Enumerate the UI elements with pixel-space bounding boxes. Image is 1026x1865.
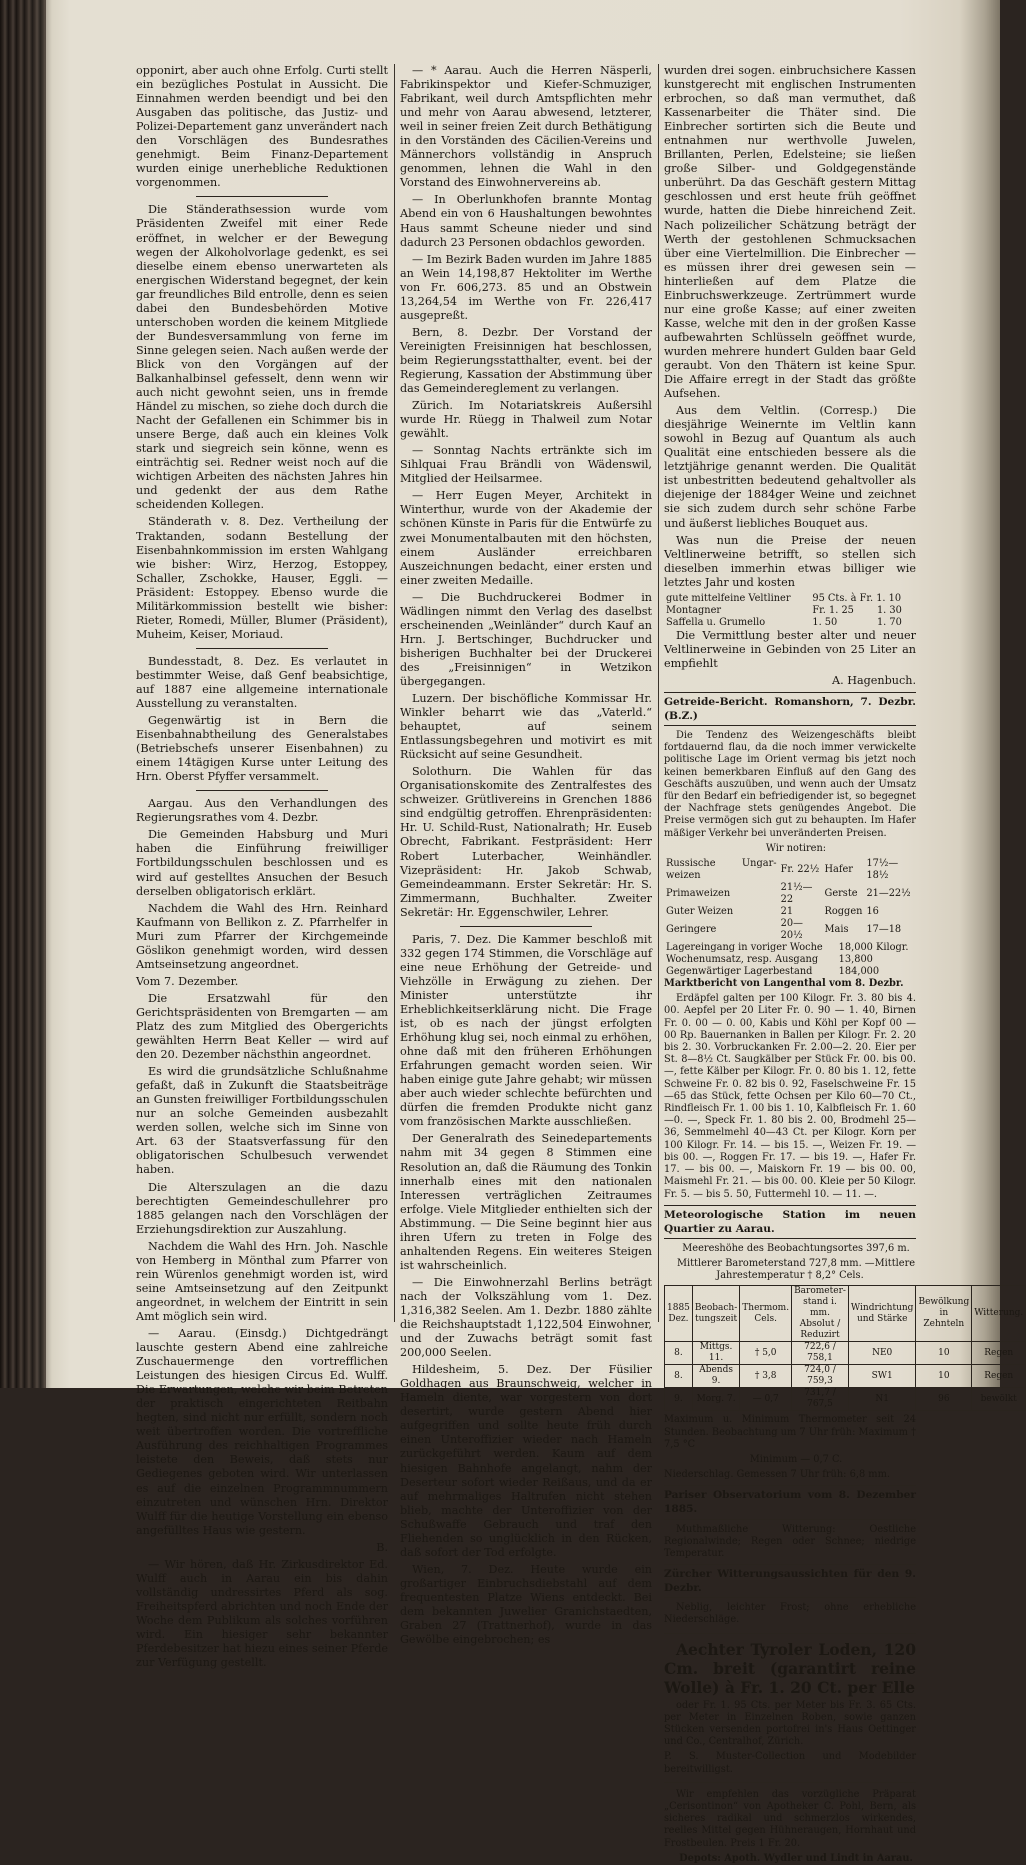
zuercher-text: Neblig, leichter Frost; ohne erhebliche Niederschläge.	[664, 1602, 916, 1626]
pariser-heading: Pariser Observatorium vom 8. Dezember 1885.	[664, 1485, 916, 1519]
article-paragraph: — Aarau. (Einsdg.) Dichtgedrängt lauschte gestern Abend eine zahlreiche Zuschauermenge den vortrefflichen Leistungen des hiesigen Circus Ed. Wulff. Die Erwartungen, welche wir beim Betreten der praktisch eingerichteten Reitbahn hegten, sind nicht nur erfüllt, sondern noch weit übertroffen worden. Die vortreffliche Ausführung des reichhaltigen Programmes leistete den Beweis, daß stets nur Gediegenes geboten wird. Wir unterlassen es auf die einzelnen Programmnummern einzutreten und wünschen Hrn. Direktor Wulff für die heutige Vorstellung ein ebenso angefülltes Haus wie gestern.	[136, 1326, 388, 1537]
column-1	[136, 64, 388, 1670]
article-paragraph: — In Oberlunkhofen brannte Montag Abend ein von 6 Haushaltungen bewohntes Haus sammt Scheune nieder und sind dadurch 23 Personen obdachlos geworden.	[400, 193, 652, 249]
table-cell: Geringere	[666, 924, 717, 936]
table-cell: 9.	[665, 1388, 693, 1411]
table-row	[665, 1365, 1026, 1388]
article-paragraph: — * Aarau. Auch die Herren Näsperli, Fabrikinspektor und Kiefer-Schmuziger, Fabrikant, weil durch Amtspflichten mehr und mehr von Aarau abwesend, letzterer, weil in seiner freien Zeit durch Bethätigung in den Vorständen des Cäcilien-Vereins und Männerchors vollständig in Anspruch genommen, lehnen die Wahl in den Vorstand des Einwohnervereins ab.	[400, 64, 652, 190]
table-cell: 16	[866, 906, 879, 918]
table-cell: 722,6 / 758,1	[792, 1342, 849, 1365]
langenthal-heading: Marktbericht von Langenthal vom 8. Dezbr.	[664, 978, 904, 990]
table-cell: 21—22½	[866, 888, 911, 900]
table-cell: Hafer	[824, 864, 853, 876]
table-cell: Montagner	[666, 604, 722, 616]
table-cell: Fr. 22½	[780, 864, 820, 876]
table-cell: † 3,8	[740, 1365, 792, 1388]
table-cell: Abends 9.	[692, 1365, 739, 1388]
table-cell: SW1	[848, 1365, 916, 1388]
table-cell: Fr. 1. 25	[812, 604, 854, 616]
table-cell: Morg. 7.	[692, 1388, 739, 1411]
table-cell: 8.	[665, 1365, 693, 1388]
article-paragraph: — Wir hören, daß Hr. Zirkusdirektor Ed. Wulff auch in Aarau ein bis dahin vollständig undressirtes Pferd als sog. Freiheitspferd abrichten und noch Ende der Woche dem Publikum als solches vorführen wird. Ein hiesiger sehr bekannter Pferdebesitzer hat hiezu eines seiner Pferde zur Verfügung gestellt.	[136, 1557, 388, 1670]
article-paragraph: wurden drei sogen. einbruchsichere Kassen kunstgerecht mit englischen Instrumenten erbrochen, so daß man vermuthet, daß Kassenarbeiter die Thäter sind. Die Einbrecher sortirten sich die Beute und entnahmen nur werthvolle Juwelen, Brillanten, Perlen, Edelsteine; sie ließen große Silber- und Goldgegenstände unberührt. Da das Geschäft gestern Mittag geschlossen und erst heute früh geöffnet wurde, hatten die Diebe hinreichend Zeit. Nach polizeilicher Schätzung beträgt der Werth der gestohlenen Schmucksachen über eine Viertelmillion. Die Einbrecher — es müssen ihrer drei gewesen sein — hinterließen auf dem Platze die Einbruchswerkzeuge. Zertrümmert wurde nur eine große Kasse; auf einer zweiten Kasse, welche mit den in der großen Kasse aufbewahrten Schlüsseln geöffnet wurde, wurden mehrere hundert Gulden baar Geld geraubt. Von den Thätern ist keine Spur. Die Affaire erregt in der Stadt das größte Aufsehen.	[664, 64, 916, 401]
table-cell: 18,000 Kilogr.	[838, 942, 909, 954]
article-paragraph: Die Vermittlung bester alter und neuer Veltlinerweine in Gebinden von 25 Liter an empfiehlt	[664, 628, 916, 670]
table-row	[665, 1388, 1026, 1411]
table-cell: 17½—18½	[866, 858, 899, 882]
article-paragraph: Die Gemeinden Habsburg und Muri haben die Einführung freiwilliger Fortbildungsschulen beschlossen und es wird auf gestelltes Ansuchen der Besuch derselben obligatorisch erklärt.	[136, 828, 388, 898]
table-cell: Guter Weizen	[666, 906, 734, 918]
separator	[196, 648, 328, 649]
table-row	[664, 954, 916, 966]
table-cell: Regen	[972, 1342, 1026, 1365]
langenthal-text: Erdäpfel galten per 100 Kilogr. Fr. 3. 80 bis 4. 00. Aepfel per 20 Liter Fr. 0. 90 — 1. 40, Birnen Fr. 0. 00 — 0. 00, Kabis und Köhl per Kopf 00 — 00 Rp. Bauernanken in Ballen per Kilogr. Fr. 2. 20 bis 2. 30. Vorbruckanken Fr. 2.00—2. 20. Eier per St. 8—8½ Ct. Saugkälber per Stück Fr. 00. bis 00. —, fette Kälber per Kilogr. Fr. 0. 80 bis 1. 12, fette Schweine Fr. 0. 82 bis 0. 92, Faselschweine Fr. 15—65 das Stück, fette Ochsen per Kilo 60—70 Ct., Rindfleisch Fr. 1. 00 bis 1. 10, Kalbfleisch Fr. 1. 60—0. —, Speck Fr. 1. 80 bis 2. 00, Brodmehl 25—36, Semmelmehl 40—43 Ct. per Kilogr. Korn per 100 Kilogr. Fr. 14. — bis 15. —, Weizen Fr. 19. — bis 00. —, Roggen Fr. 17. — bis 19. —, Hafer Fr. 17. — bis 00. —, Maiskorn Fr. 19 — bis 00. 00, Maismehl Fr. 21. — bis 00. 00. Kleie per 50 Kilogr. Fr. 5. — bis 5. 50, Futtermehl 10. — 11. —.	[664, 993, 916, 1200]
table-cell: Lagereingang in voriger Woche	[666, 942, 823, 954]
table-cell: gute mittelfeine Veltliner	[666, 592, 791, 604]
wine-price-table	[664, 593, 916, 629]
table-cell: Wochenumsatz, resp. Ausgang	[666, 954, 819, 966]
table-cell: bewölkt	[972, 1388, 1026, 1411]
table-cell: 21	[780, 906, 794, 918]
table-cell: 20—20½	[780, 918, 803, 942]
column-header: Beobach-tungszeit	[692, 1286, 739, 1342]
article-paragraph: Die Ersatzwahl für den Gerichtspräsidenten von Bremgarten — am Platz des zum Mitglied des Obergerichts gewählten Herrn Beat Keller — wird auf den 20. Dezember nächsthin angeordnet.	[136, 991, 388, 1062]
meteo-footer: Maximum u. Minimum Thermometer seit 24 Stunden. Beobachtung um 7 Uhr früh: Maximum † 7,5 °C	[664, 1414, 916, 1450]
table-row	[664, 858, 916, 882]
table-cell: Regen	[972, 1365, 1026, 1388]
article-paragraph: Aus dem Veltlin. (Corresp.) Die diesjährige Weinernte im Veltlin kann sowohl in Bezug auf Quantum als auch Qualität eine entschieden bessere als die letztjährige genannt werden. Die Qualität ist unbestritten bedeutend gehaltvoller als diejenige der 1884ger Weine und zeichnet sie sich zudem durch sehr schöne Farbe und äußerst liebliches Bouquet aus.	[664, 404, 916, 530]
column-header: 1885 Dez.	[665, 1286, 693, 1342]
table-row	[664, 593, 916, 605]
column-rule	[658, 64, 659, 1322]
column-3	[664, 64, 1024, 1864]
article-paragraph: — Die Einwohnerzahl Berlins beträgt nach der Volkszählung vom 1. Dez. 1,316,382 Seelen. Am 1. Dezbr. 1880 zählte die Reichshauptstadt 1,122,504 Einwohner, und der Zuwachs beträgt somit fast 200,000 Seelen.	[400, 1275, 652, 1360]
article-paragraph: Bundesstadt, 8. Dez. Es verlautet in bestimmter Weise, daß Genf beabsichtige, auf 1887 eine allgemeine internationale Ausstellung zu veranstalten.	[136, 654, 388, 711]
table-row	[664, 966, 916, 978]
column-2	[400, 64, 652, 1647]
table-cell: 13,800	[838, 954, 873, 966]
article-paragraph: Solothurn. Die Wahlen für das Organisationskomite des Zentralfestes des schweizer. Grütlivereins in Grenchen 1886 sind endgültig getroffen. Ehrenpräsidenten: Hr. U. Schild-Rust, Nationalrath; Hr. Euseb Obrecht, Fabrikant. Festpräsident: Herr Robert Luterbacher, Weinhändler. Vizepräsident: Hr. Jakob Schwab, Gemeindeammann. Erster Sekretär: Hr. S. Zimmermann, Buchhalter. Zweiter Sekretär: Hr. Eggenschwiler, Lehrer.	[400, 765, 652, 919]
article-paragraph: Der Generalrath des Seinedepartements nahm mit 34 gegen 8 Stimmen eine Resolution an, daß die Räumung des Tonkin innerhalb eines mit den nationalen Interessen verträglichen Zeitraumes erfolge. Viele Mitglieder enthielten sich der Abstimmung. — Die Seine beginnt hier aus ihren Ufern zu treten in Folge des anhaltenden Regens. Ein weiteres Steigen ist wahrscheinlich.	[400, 1132, 652, 1272]
table-cell: 17—18	[866, 924, 902, 936]
getreide-heading: Getreide-Bericht. Romanshorn, 7. Dezbr. (B.Z.)	[664, 692, 916, 726]
table-cell: — 0,7	[740, 1388, 792, 1411]
article-paragraph: Nachdem die Wahl des Hrn. Reinhard Kaufmann von Bellikon z. Z. Pfarrhelfer in Muri zum Pfarrer der Kirchgemeinde Göslikon genehmigt worden, wird dessen Amtseinsetzung angeordnet.	[136, 901, 388, 971]
article-paragraph: — Herr Eugen Meyer, Architekt in Winterthur, wurde von der Akademie der schönen Künste in Paris für die Entwürfe zu zwei Monumentalbauten mit den höchsten, einem Ausländer erreichbaren Auszeichnungen bedacht, einer ersten und einer zweiten Medaille.	[400, 489, 652, 587]
table-cell: 95 Cts. à Fr. 1. 10	[812, 592, 902, 604]
book-spine	[0, 0, 46, 1388]
grain-price-table	[664, 858, 916, 942]
article-paragraph: Paris, 7. Dez. Die Kammer beschloß mit 332 gegen 174 Stimmen, die Vorschläge auf eine neue Erhöhung der Getreide- und Viehzölle in Erwägung zu ziehen. Der Minister unterstützte ihr Erheblichkeitserklärung nicht. Die Frage ist, ob es nach der jüngst erfolgten Erhöhung klug sei, noch einmal zu erhöhen, ohne daß mit den früheren Erhöhungen Erfahrungen gemacht worden seien. Wir haben einige gute Jahre gehabt; wir müssen aber auch wieder schlechte befürchten und dürfen die fremden Produkte nicht ganz vom französischen Markte ausschließen.	[400, 932, 652, 1129]
article-paragraph: — Die Buchdruckerei Bodmer in Wädlingen nimmt den Verlag des daselbst erscheinenden „Weinländer“ durch Kauf an Hrn. J. Bertschinger, Buchdrucker und bisherigen Buchhalter bei der Druckerei des „Freisinnigen“ in Wetzikon übergegangen.	[400, 590, 652, 688]
article-paragraph: Luzern. Der bischöfliche Kommissar Hr. Winkler beharrt wie das „Vaterld.“ behauptet, auf seinem Entlassungsbegehren und motivirt es mit Rücksicht auf seine Gesundheit.	[400, 692, 652, 762]
table-cell: Mais	[824, 924, 849, 936]
table-row	[664, 942, 916, 954]
column-header: Windrichtung und Stärke	[848, 1286, 916, 1342]
table-header-row	[665, 1286, 1026, 1342]
table-cell: 1. 50	[812, 616, 838, 628]
separator	[664, 1633, 916, 1634]
column-header: Barometer-stand i. mm. Absolut / Reduzirt	[792, 1286, 849, 1342]
column-header: Thermom. Cels.	[740, 1286, 792, 1342]
lager-table	[664, 942, 916, 978]
table-cell: 1. 70	[876, 616, 902, 628]
signature: A. Hagenbuch.	[832, 673, 916, 687]
separator	[196, 196, 328, 197]
separator	[196, 790, 328, 791]
table-row	[665, 1342, 1026, 1365]
signature: B.	[376, 1540, 388, 1554]
table-cell: 21½—22	[780, 882, 813, 906]
table-cell: Primaweizen	[666, 888, 731, 900]
article-paragraph: Die Alterszulagen an die dazu berechtigten Gemeindeschullehrer pro 1885 gelangen nach den Vorschlägen der Erziehungsdirektion zur Auszahlung.	[136, 1180, 388, 1236]
article-paragraph: Hildesheim, 5. Dez. Der Füsilier Goldhagen aus Braunschweig, welcher in Hameln diente, war vorgestern von dort desertirt, wurde gestern Abend hier aufgegriffen und sollte heute früh durch einen Unteroffizier wieder nach Hameln zurückgeführt werden. Kaum auf dem hiesigen Bahnhofe angelangt, nahm der Deserteur sofort wieder Reißaus, und da er auf mehrmaliges Haltrufen nicht stehen blieb, machte der Unteroffizier von der Schußwaffe Gebrauch und traf den Fliehenden so unglücklich in den Rücken, daß sofort der Tod erfolgte.	[400, 1363, 652, 1559]
meteo-line: Mittlerer Barometerstand 727,8 mm. —Mittlere Jahrestemperatur † 8,2° Cels.	[676, 1258, 916, 1282]
table-cell: Saffella u. Grumello	[666, 616, 766, 628]
table-cell: Russische Ungar-weizen	[666, 858, 777, 882]
ad-tyroler-ps: P. S. Muster-Collection und Modebilder bereitwilligst.	[664, 1751, 916, 1775]
meteo-footer: Minimum — 0,7 C.	[749, 1454, 843, 1466]
separator	[664, 1782, 916, 1783]
table-row	[664, 918, 916, 942]
table-row	[664, 882, 916, 906]
article-paragraph: Gegenwärtig ist in Bern die Eisenbahnabtheilung des Generalstabes (Betriebschefs unserer Eisenbahnen) zu einem 14tägigen Kurse unter Leitung des Hrn. Oberst Pfyffer versammelt.	[136, 714, 388, 784]
ad-pohl-depot: Depots: Apoth. Wydler und Lindt in Aarau.	[679, 1852, 913, 1864]
ad-tyroler-headline: Aechter Tyroler Loden, 120 Cm. breit (garantirt reine Wolle) à Fr. 1. 20 Ct. per Elle	[664, 1639, 916, 1697]
table-cell: 8.	[665, 1342, 693, 1365]
table-cell: NE0	[848, 1342, 916, 1365]
article-paragraph: Es wird die grundsätzliche Schlußnahme gefaßt, daß in Zukunft die Staatsbeiträge an Gunsten freiwilliger Fortbildungsschulen nur an solche Gemeinden ausbezahlt werden sollen, welche sich im Sinne von Art. 63 der Staatsverfassung für den obligatorischen Schulbesuch verwendet haben.	[136, 1065, 388, 1177]
meteo-line: Meereshöhe des Beobachtungsortes 397,6 m.	[682, 1242, 910, 1254]
table-row	[664, 605, 916, 617]
meteo-footer: Niederschlag. Gemessen 7 Uhr früh: 6,8 mm.	[664, 1469, 890, 1481]
table-cell: 184,000	[838, 966, 880, 978]
article-paragraph: Bern, 8. Dezbr. Der Vorstand der Vereinigten Freisinnigen hat beschlossen, beim Regierungsstatthalter, event. bei der Regierung, Kassation der Abstimmung über das Gemeindereglement zu verlangen.	[400, 325, 652, 396]
table-cell: 1. 30	[876, 604, 902, 616]
article-paragraph: opponirt, aber auch ohne Erfolg. Curti stellt ein bezügliches Postulat in Aussicht. Die Einnahmen werden beendigt und bei den Ausgaben das politische, das Justiz- und Polizei-Departement ganz unverändert nach den Vorschlägen des Bundesrathes genehmigt. Beim Finanz-Departement wurden einige unerhebliche Reduktionen vorgenommen.	[136, 64, 388, 190]
column-header: Bewölkung in Zehnteln	[916, 1286, 972, 1342]
getreide-note: Wir notiren:	[765, 842, 827, 854]
article-paragraph: — Im Bezirk Baden wurden im Jahre 1885 an Wein 14,198,87 Hektoliter im Werthe von Fr. 606,273. 85 und an Obstwein 13,264,54 im Werthe von Fr. 226,417 ausgepreßt.	[400, 252, 652, 322]
table-cell: † 5,0	[740, 1342, 792, 1365]
article-paragraph: Zürich. Im Notariatskreis Außersihl wurde Hr. Rüegg in Thalweil zum Notar gewählt.	[400, 399, 652, 441]
table-cell: Mittgs. 11.	[692, 1342, 739, 1365]
article-paragraph: — Sonntag Nachts ertränkte sich im Sihlquai Frau Brändli von Wädenswil, Mitglied der Heilsarmee.	[400, 444, 652, 486]
article-heading: Aargau. Aus den Verhandlungen des Regierungsrathes vom 4. Dezbr.	[136, 797, 388, 825]
table-row	[664, 617, 916, 629]
separator	[460, 926, 592, 927]
getreide-text: Die Tendenz des Weizengeschäfts bleibt fortdauernd flau, da die noch immer verwickelte politische Lage im Orient vermag bis jetzt noch keinen bemerkbaren Einfluß auf den Gang des Geschäfts auszuüben, und wenn auch der Umsatz für den Bedarf ein befriedigender ist, so begegnet der Nachfrage stets genügendes Angebot. Die Preise vermögen sich gut zu behaupten. Im Hafer mäßiger Verkehr bei unveränderten Preisen.	[664, 730, 916, 839]
table-cell: 731,7 / 767,5	[792, 1388, 849, 1411]
table-row	[664, 906, 916, 918]
ad-tyroler-text: oder Fr. 1. 95 Cts. per Meter bis Fr. 3. 65 Cts. per Meter in Einzelnen Roben, sowie ganzen Stücken versenden portofrei in's Haus Oettinger und Co., Centralhof, Zürich.	[664, 1699, 916, 1748]
table-cell: 724,0 / 759,3	[792, 1365, 849, 1388]
table-cell: Gerste	[824, 888, 858, 900]
column-rule	[394, 64, 395, 1322]
table-cell: N1	[848, 1388, 916, 1411]
article-paragraph: Ständerath v. 8. Dez. Vertheilung der Traktanden, sodann Bestellung der Eisenbahnkommission im ersten Wahlgang wie bisher: Wirz, Herzog, Estoppey, Schaller, Zschokke, Hauser, Eggli. — Präsident: Estoppey. Ebenso wurde die Militärkommission bestellt wie bisher: Rieter, Romedi, Müller, Blumer (Präsident), Muheim, Keiser, Moriaud.	[136, 515, 388, 641]
column-header: Witterung.	[972, 1286, 1026, 1342]
article-paragraph: Was nun die Preise der neuen Veltlinerweine betrifft, so stellen sich dieselben immerhin etwas billiger wie letztes Jahr und kosten	[664, 533, 916, 589]
pariser-text: Muthmaßliche Witterung: Oestliche Regionalwinde; Regen oder Schnee; niedrige Temperatur.	[664, 1523, 916, 1559]
meteo-table	[664, 1285, 1026, 1411]
table-cell: 10	[916, 1365, 972, 1388]
table-cell: 96	[916, 1388, 972, 1411]
table-cell: Gegenwärtiger Lagerbestand	[666, 966, 813, 978]
ad-pohl-text: Wir empfehlen das vorzügliche Präparat „Cerisontinon“ von Apotheker C. Pohl, Bern, als sicheres radikal und schmerzlos wirkendes, reelles Mittel gegen Hühneraugen, Hornhaut und Frostbeulen. Preis 1 Fr. 20.	[664, 1788, 916, 1849]
article-paragraph: Nachdem die Wahl des Hrn. Joh. Naschle von Hemberg in Mönthal zum Pfarrer von rein Würenlos genehmigt worden ist, wird seine Amtseinsetzung auf den Zeitpunkt angeordnet, in welchem der Eintritt in sein Amt möglich sein wird.	[136, 1239, 388, 1323]
zuercher-heading: Zürcher Witterungsaussichten für den 9. Dezbr.	[664, 1564, 916, 1598]
article-paragraph: Wien, 7. Dez. Heute wurde ein großartiger Einbruchsdiebstahl auf dem frequentesten Platze Wiens entdeckt. Bei dem bekannten Juwelier Granichstaedten, Graben 27 (Trattnerhof), wurde in das Gewölbe eingebrochen; es	[400, 1562, 652, 1647]
meteo-heading: Meteorologische Station im neuen Quartier zu Aarau.	[664, 1205, 916, 1239]
date-subheading: Vom 7. Dezember.	[136, 974, 239, 988]
article-paragraph: Die Ständerathsession wurde vom Präsidenten Zweifel mit einer Rede eröffnet, in welcher er der Bewegung wegen der Alkoholvorlage gedenkt, es sei dieselbe einem ebenso unerwarteten als energischen Widerstand begegnet, der kein gar freundliches Bild entrolle, denn es seien dabei den Bundesbehörden Motive unterschoben worden die keinem Mitgliede der Bundesversammlung von ferne im Sinne gelegen seien. Nach außen werde der Blick von den Vorgängen auf der Balkanhalbinsel gefesselt, denn wenn wir auch nicht gewohnt seien, uns in fremde Händel zu mischen, so ziehe doch durch die Nacht der Gefallenen ein Schimmer bis in unsere Berge, daß auch ein kleines Volk stark und siegreich sein könne, wenn es einträchtig sei. Redner weist noch auf die wichtigen Arbeiten des nächsten Jahres hin und gedenkt der aus dem Rathe scheidenden Kollegen.	[136, 203, 388, 512]
table-cell: 10	[916, 1342, 972, 1365]
table-cell: Roggen	[824, 906, 863, 918]
